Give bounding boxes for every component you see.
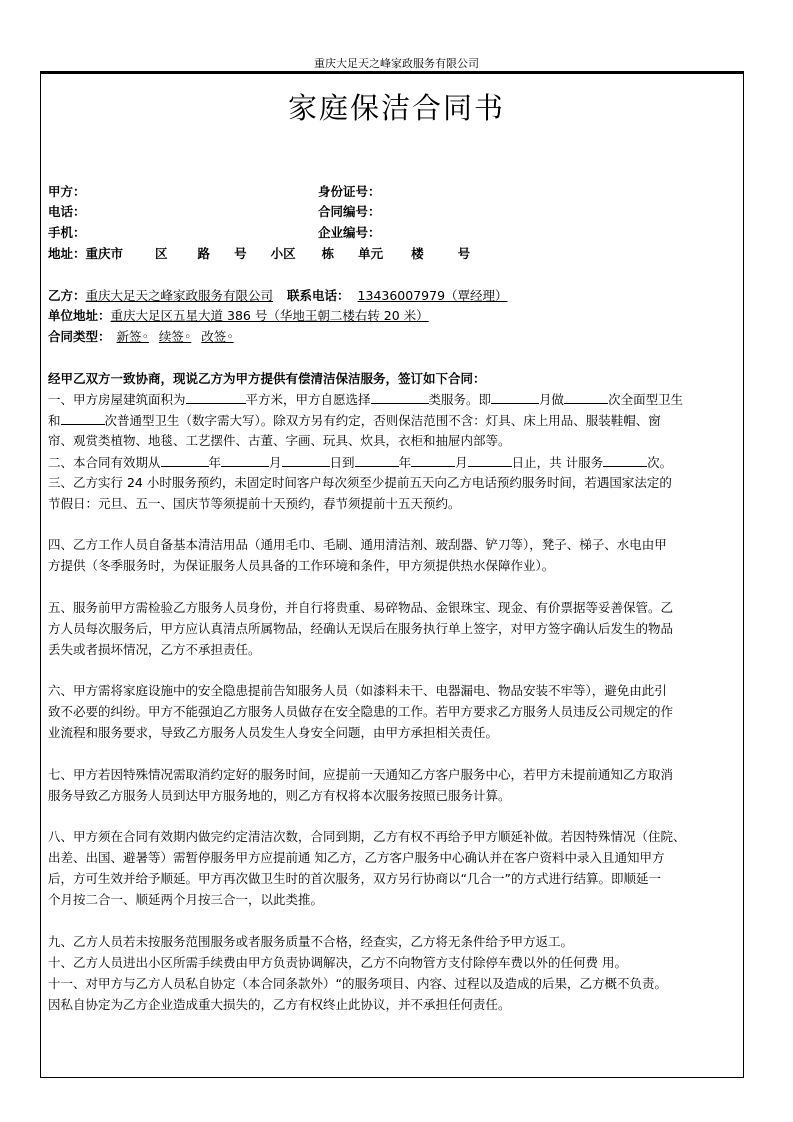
- clause-7-line-1: 七、甲方若因特殊情况需取消约定好的服务时间，应提前一天通知乙方客户服务中心，若甲方未提前通知乙方取消: [48, 767, 674, 782]
- service-type-blank[interactable]: [371, 391, 429, 404]
- clause-text: 月做: [539, 392, 565, 407]
- contract-type-amend[interactable]: 改签◦: [201, 329, 234, 344]
- clause-6-line-1: 六、甲方需将家庭设施中的安全隐患提前告知服务人员（如漆料未干、电器漏电、物品安装不牢等），避免由此引: [48, 683, 667, 698]
- intro-text: 经甲乙双方一致协商，现说乙方为甲方提供有偿清洁保洁服务，签订如下合同：: [48, 371, 486, 386]
- document-title: 家庭保洁合同书: [287, 91, 505, 125]
- clause-11-line-1: 十一、对甲方与乙方人员私自协定（本合同条款外）“的服务项目、内容、过程以及造成的后果，乙方概不负责。: [48, 976, 667, 991]
- contract-type-line: [48, 329, 234, 345]
- clause-text: 平方米，甲方自愿选择: [245, 392, 371, 407]
- contract-type-options: [111, 329, 234, 344]
- clause-6-line-2: 致不必要的纠纷。甲方不能强迫乙方服务人员做存在安全隐患的工作。若甲方要求乙方服务人员违反公司规定的作: [48, 704, 674, 719]
- clause-8-line-2: 出差、出国、避暑等）需暂停服务甲方应提前通 知乙方，乙方客户服务中心确认并在客户资料中录入且通知甲方: [48, 850, 665, 865]
- clause-8-line-1: 八、甲方须在合同有效期内做完约定清洁次数，合同到期，乙方有权不再给予甲方顺延补做。若因特殊情况（住院、: [48, 829, 686, 844]
- contract-type-label: 合同类型：: [48, 329, 111, 344]
- party-b-address: 重庆大足区五星大道 386 号（华地王朝二楼右转 20 米）: [110, 308, 429, 323]
- month-blank[interactable]: [491, 391, 539, 404]
- address-part: 路: [197, 246, 211, 261]
- contract-type-renew[interactable]: 续签◦: [158, 329, 192, 344]
- clause-1-line-3: 帘、观赏类植物、地毯、工艺摆件、古董、字画、玩具、炊具，衣柜和抽屉内部等。: [48, 433, 511, 448]
- address-label: 地址：: [48, 246, 86, 261]
- clause-8-line-4: 个月按二合一、顺延两个月按三合一，以此类推。: [48, 892, 324, 907]
- clause-text: 月: [269, 455, 282, 470]
- end-month-blank[interactable]: [411, 454, 455, 467]
- clause-text: 次普通型卫生（数字需大写）。除双方另有约定，否则保洁范围不含：灯具、床上用品、服装鞋帽、窗: [104, 413, 661, 428]
- party-a-mobile-label: 手机：: [48, 225, 86, 240]
- regular-clean-count-blank[interactable]: [61, 412, 105, 425]
- party-b-line: [48, 288, 508, 304]
- enterprise-number-label: 企业编号：: [318, 225, 381, 240]
- clause-text: 年: [208, 455, 222, 470]
- address-part: 区: [155, 246, 168, 261]
- party-a-address: [48, 246, 470, 262]
- full-clean-count-blank[interactable]: [564, 391, 608, 404]
- address-city: 重庆市: [85, 246, 124, 261]
- party-a-label: 甲方：: [48, 184, 86, 199]
- clause-7-line-2: 服务导致乙方服务人员到达甲方服务地的，则乙方有权将本次服务按照已服务计算。: [48, 788, 511, 803]
- clause-text: 次全面型卫生: [608, 392, 684, 407]
- start-day-blank[interactable]: [282, 454, 330, 467]
- service-count-blank[interactable]: [603, 454, 647, 467]
- address-part: 楼: [411, 246, 424, 261]
- clause-3-line-2: 节假日：元旦、五一、国庆节等须提前十天预约，春节须提前十五天预约。: [48, 496, 461, 511]
- clause-5-line-3: 丢失或者损坏情况，乙方不承担责任。: [48, 642, 261, 657]
- area-blank[interactable]: [186, 391, 246, 404]
- clause-text: 日到: [329, 455, 355, 470]
- clause-text: 次。: [647, 455, 673, 470]
- clause-3-line-1: 三、乙方实行 24 小时服务预约，未固定时间客户每次须至少提前五天向乙方电话预约服务时间，若遇国家法定的: [48, 475, 672, 490]
- clause-11-line-2: 因私自协定为乙方企业造成重大损失的，乙方有权终止此协议，并不承担任何责任。: [48, 997, 511, 1012]
- clause-text: 日止，共 计服务: [511, 455, 604, 470]
- party-b-name: 重庆大足天之峰家政服务有限公司: [85, 288, 274, 303]
- clause-6-line-3: 业流程和服务要求，导致乙方服务人员发生人身安全问题，由甲方承担相关责任。: [48, 725, 499, 740]
- address-part: 小区: [270, 246, 296, 261]
- address-part: 号: [234, 246, 247, 261]
- company-header: 重庆大足天之峰家政服务有限公司: [314, 57, 479, 70]
- party-b-phone-label: 联系电话：: [287, 288, 350, 303]
- clause-10: 十、乙方人员进出小区所需手续费由甲方负责协调解决，乙方不向物管方支付除停车费以外的任何费 用。: [48, 955, 627, 970]
- clause-text: 一、甲方房屋建筑面积为: [48, 392, 186, 407]
- document-frame: [40, 74, 744, 1078]
- clause-4-line-2: 方提供（冬季服务时，为保证服务人员具备的工作环境和条件，甲方须提供热水保障作业）。: [48, 558, 555, 573]
- party-b-phone: 13436007979（覃经理）: [357, 288, 508, 303]
- clause-text: 二、本合同有效期从: [48, 455, 161, 470]
- clause-8-line-3: 后，方可生效并给予顺延。甲方再次做卫生时的首次服务，双方另行协商以“几合一”的方式进行结算。即顺延一: [48, 871, 661, 886]
- clause-text: 类服务。即: [428, 392, 492, 407]
- end-year-blank[interactable]: [355, 454, 399, 467]
- clause-text: 月: [455, 455, 468, 470]
- end-day-blank[interactable]: [468, 454, 512, 467]
- id-number-label: 身份证号：: [318, 184, 381, 199]
- address-part: 栋: [321, 246, 335, 261]
- party-b-label: 乙方：: [48, 288, 86, 303]
- start-month-blank[interactable]: [221, 454, 269, 467]
- clause-2: [48, 454, 672, 471]
- contract-number-label: 合同编号：: [318, 204, 381, 219]
- clause-1-line-2: [48, 412, 661, 429]
- clause-5-line-1: 五、服务前甲方需检验乙方服务人员身份，并自行将贵重、易碎物品、金银珠宝、现金、有价票据等妥善保管。乙: [48, 600, 674, 615]
- clause-4-line-1: 四、乙方工作人员自备基本清洁用品（通用毛巾、毛刷、通用清洁剂、玻刮器、铲刀等），凳子、梯子、水电由甲: [48, 537, 667, 552]
- start-year-blank[interactable]: [161, 454, 209, 467]
- party-a-phone-label: 电话：: [48, 204, 86, 219]
- contract-type-new[interactable]: 新签◦: [116, 329, 149, 344]
- party-b-address-line: [48, 308, 429, 324]
- clause-text: 年: [398, 455, 412, 470]
- address-part: 单元: [358, 246, 384, 261]
- clause-text: 和: [48, 413, 61, 428]
- party-b-address-label: 单位地址：: [48, 308, 111, 323]
- clause-9: 九、乙方人员若未按服务范围服务或者服务质量不合格，经查实，乙方将无条件给予甲方返工。: [48, 934, 574, 949]
- clause-5-line-2: 方人员每次服务后，甲方应认真清点所属物品，经确认无误后在服务执行单上签字，对甲方签字确认后发生的物品: [48, 621, 674, 636]
- address-part: 号: [457, 246, 471, 261]
- clause-1-line-1: [48, 391, 683, 408]
